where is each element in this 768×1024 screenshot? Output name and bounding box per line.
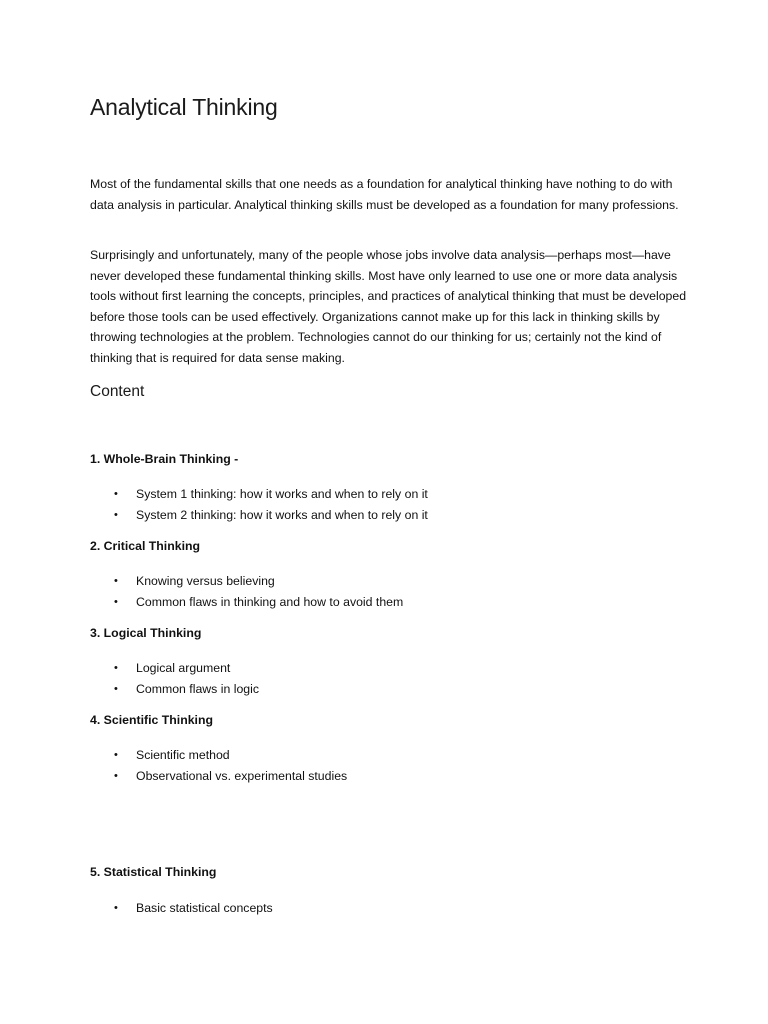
bullet-icon: • xyxy=(114,662,118,674)
list-item xyxy=(90,571,403,592)
section-heading-critical: 2. Critical Thinking xyxy=(90,539,201,553)
bullet-icon: • xyxy=(114,509,118,521)
intro-paragraph: Most of the fundamental skills that one needs as a foundation for analytical thinking have nothing to do with data analysis in particular. Analytical thinking skills must be developed as a foundation for many professions. xyxy=(90,177,679,212)
content-heading: Content xyxy=(90,383,145,400)
section-heading-whole-brain: 1. Whole-Brain Thinking - xyxy=(90,452,239,466)
list-item xyxy=(90,484,428,505)
list-item-text: Basic statistical concepts xyxy=(136,901,273,915)
body-paragraph: Surprisingly and unfortunately, many of the people whose jobs involve data analysis—perhaps most—have never developed these fundamental thinking skills. Most have only learned to use one or more data analysis tools without first learning the concepts, principles, and practices of analytical thinking that must be developed before those tools can be used effectively. Organizations cannot make up for this lack in thinking skills by throwing technologies at the problem. Technologies cannot do our thinking for us; certainly not the kind of thinking that is required for data sense making. xyxy=(90,248,687,365)
section-list-logical xyxy=(90,658,259,700)
list-item-text: Logical argument xyxy=(136,661,231,675)
list-item-text: Scientific method xyxy=(136,748,230,762)
list-item xyxy=(90,679,259,700)
bullet-icon: • xyxy=(114,488,118,500)
list-item-text: Observational vs. experimental studies xyxy=(136,769,348,783)
section-list-statistical xyxy=(90,898,273,919)
bullet-icon: • xyxy=(114,902,118,914)
list-item xyxy=(90,658,259,679)
section-heading-logical: 3. Logical Thinking xyxy=(90,626,202,640)
list-item xyxy=(90,592,403,613)
bullet-icon: • xyxy=(114,770,118,782)
bullet-icon: • xyxy=(114,596,118,608)
list-item-text: Knowing versus believing xyxy=(136,574,275,588)
list-item-text: System 1 thinking: how it works and when to rely on it xyxy=(136,487,428,501)
list-item-text: System 2 thinking: how it works and when to rely on it xyxy=(136,508,428,522)
section-list-scientific xyxy=(90,745,347,787)
list-item-text: Common flaws in logic xyxy=(136,682,260,696)
document-title: Analytical Thinking xyxy=(90,94,278,120)
bullet-icon: • xyxy=(114,749,118,761)
bullet-icon: • xyxy=(114,683,118,695)
list-item-text: Common flaws in thinking and how to avoid them xyxy=(136,595,404,609)
section-heading-statistical: 5. Statistical Thinking xyxy=(90,865,217,879)
list-item xyxy=(90,766,347,787)
section-list-critical xyxy=(90,571,403,613)
list-item xyxy=(90,898,273,919)
list-item xyxy=(90,745,347,766)
bullet-icon: • xyxy=(114,575,118,587)
list-item xyxy=(90,505,428,526)
section-heading-scientific: 4. Scientific Thinking xyxy=(90,713,213,727)
section-list-whole-brain xyxy=(90,484,428,526)
